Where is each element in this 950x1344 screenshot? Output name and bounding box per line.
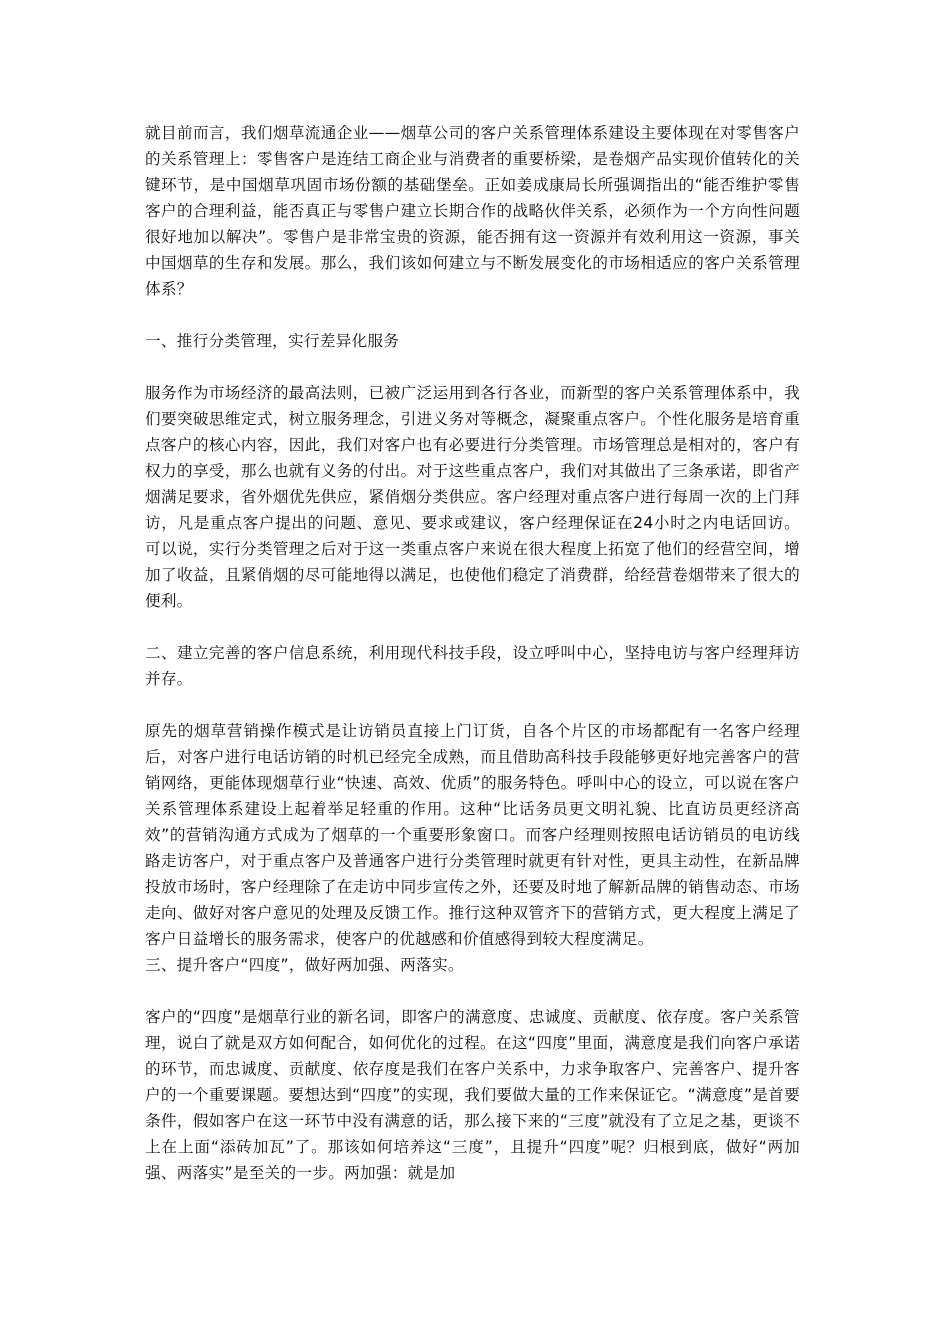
paragraph-gap — [145, 978, 800, 1004]
paragraph-gap — [145, 692, 800, 718]
section-2-paragraph: 原先的烟草营销操作模式是让访销员直接上门订货，自各个片区的市场都配有一名客户经理后，对客户进行电话访销的时机已经完全成熟，而且借助高科技手段能够更好地完善客户的营销网络，更能体现烟草行业“快速、高效、优质”的服务特色。呼叫中心的设立，可以说在客户关系管理体系建设上起着举足轻重的作用。这种“比话务员更文明礼貌、比直访员更经济高效”的营销沟通方式成为了烟草的一个重要形象窗口。而客户经理则按照电话访销员的电访线路走访客户，对于重点客户及普通客户进行分类管理时就更有针对性，更具主动性，在新品牌投放市场时，客户经理除了在走访中同步宣传之外，还要及时地了解新品牌的销售动态、市场走向、做好对客户意见的处理及反馈工作。推行这种双管齐下的营销方式，更大程度上满足了客户日益增长的服务需求，使客户的优越感和价值感得到较大程度满足。 — [145, 722, 800, 948]
section-heading-1: 一、推行分类管理，实行差异化服务 — [145, 332, 400, 350]
intro-paragraph: 就目前而言，我们烟草流通企业——烟草公司的客户关系管理体系建设主要体现在对零售客户的关系管理上：零售客户是连结工商企业与消费者的重要桥梁，是卷烟产品实现价值转化的关键环节，是中国烟草巩固市场份额的基础堡垒。正如姜成康局长所强调指出的“能否维护零售客户的合理利益，能否真正与零售户建立长期合作的战略伙伴关系，必须作为一个方向性问题很好地加以解决”。零售户是非常宝贵的资源，能否拥有这一资源并有效利用这一资源，事关中国烟草的生存和发展。那么，我们该如何建立与不断发展变化的市场相适应的客户关系管理体系？ — [145, 124, 800, 298]
section-3-paragraph: 客户的“四度”是烟草行业的新名词，即客户的满意度、忠诚度、贡献度、依存度。客户关系管理，说白了就是双方如何配合，如何优化的过程。在这“四度”里面，满意度是我们向客户承诺的环节，而忠诚度、贡献度、依存度是我们在客户关系中，力求争取客户、完善客户、提升客户的一个重要课题。要想达到“四度”的实现，我们要做大量的工作来保证它。“满意度”是首要条件，假如客户在这一环节中没有满意的话，那么接下来的“三度”就没有了立足之基，更谈不上在上面“添砖加瓦”了。那该如何培养这“三度”，且提升“四度”呢？归根到底，做好“两加强、两落实”是至关的一步。两加强：就是加 — [145, 1008, 800, 1182]
document-body — [145, 120, 800, 1186]
section-heading-2: 二、建立完善的客户信息系统，利用现代科技手段，设立呼叫中心，坚持电访与客户经理拜访并存。 — [145, 644, 800, 688]
paragraph-gap — [145, 354, 800, 380]
paragraph-gap — [145, 302, 800, 328]
paragraph-gap — [145, 614, 800, 640]
section-1-paragraph: 服务作为市场经济的最高法则，已被广泛运用到各行各业，而新型的客户关系管理体系中，我们要突破思维定式，树立服务理念，引进义务对等概念，凝聚重点客户。个性化服务是培育重点客户的核心内容，因此，我们对客户也有必要进行分类管理。市场管理总是相对的，客户有权力的享受，那么也就有义务的付出。对于这些重点客户，我们对其做出了三条承诺，即省产烟满足要求，省外烟优先供应，紧俏烟分类供应。客户经理对重点客户进行每周一次的上门拜访，凡是重点客户提出的问题、意见、要求或建议，客户经理保证在24小时之内电话回访。可以说，实行分类管理之后对于这一类重点客户来说在很大程度上拓宽了他们的经营空间，增加了收益，且紧俏烟的尽可能地得以满足，也使他们稳定了消费群，给经营卷烟带来了很大的便利。 — [145, 384, 800, 610]
section-heading-3: 三、提升客户“四度”，做好两加强、两落实。 — [145, 956, 464, 974]
